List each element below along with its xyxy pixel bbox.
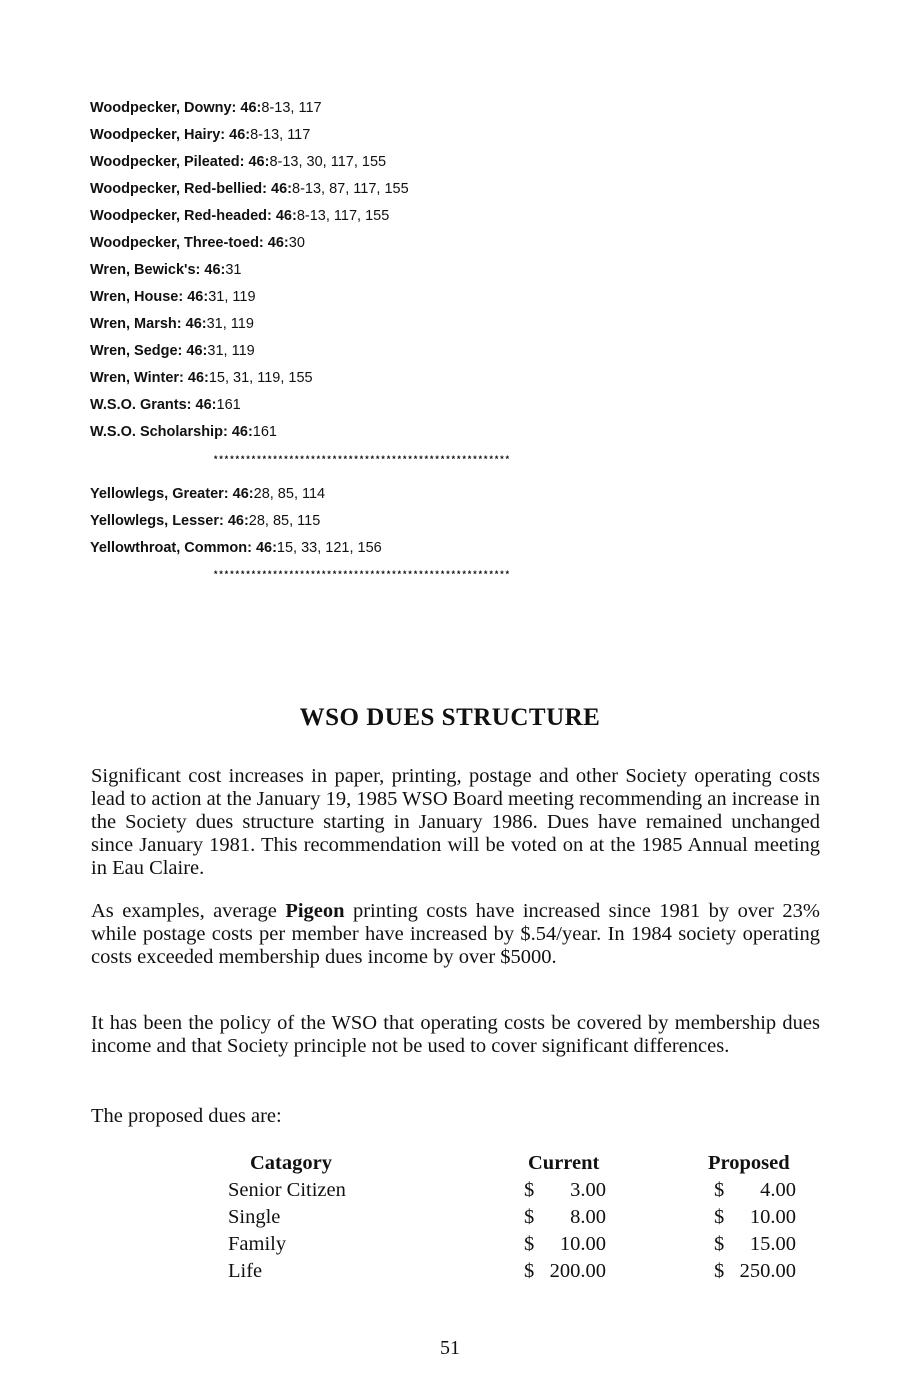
- index-entry-volume: 46:: [187, 370, 209, 386]
- index-entry-pages: 15, 31, 119, 155: [208, 370, 313, 386]
- row-category: Life: [228, 1260, 263, 1282]
- index-entry-name: Wren, Winter:: [90, 370, 184, 386]
- index-entry: [90, 481, 790, 508]
- index-entry-name: Yellowlegs, Greater:: [90, 486, 229, 502]
- currency-symbol: $: [524, 1233, 535, 1255]
- currency-symbol: $: [714, 1260, 725, 1282]
- index-entry-name: Woodpecker, Pileated:: [90, 154, 245, 170]
- index-entry-name: Woodpecker, Downy:: [90, 100, 237, 116]
- index-entry: [90, 392, 790, 419]
- index-entry-volume: 46:: [275, 208, 297, 224]
- index-entry-volume: 46:: [229, 127, 251, 143]
- index-entry-volume: 46:: [227, 513, 249, 529]
- table-row: [228, 1258, 808, 1285]
- index-entry-volume: 46:: [240, 100, 262, 116]
- index-entry-name: Wren, Marsh:: [90, 316, 182, 332]
- currency-symbol: $: [714, 1233, 725, 1255]
- index-entry-volume: 46:: [185, 316, 207, 332]
- index-entry: [90, 149, 790, 176]
- index-entry: [90, 257, 790, 284]
- amount: 8.00: [570, 1206, 606, 1228]
- index-entry-name: Woodpecker, Red-bellied:: [90, 181, 267, 197]
- index-entry: [90, 419, 790, 446]
- row-proposed: [714, 1231, 796, 1258]
- row-category: Single: [228, 1206, 281, 1228]
- index-entry-pages: 31, 119: [207, 343, 255, 359]
- amount: 15.00: [749, 1233, 796, 1255]
- page-number: 51: [440, 1337, 460, 1359]
- row-current: [524, 1204, 606, 1231]
- index-entry-pages: 31, 119: [206, 316, 254, 332]
- paragraph-text: As examples, average: [91, 900, 286, 922]
- row-category: Family: [228, 1233, 287, 1255]
- index-entry: [90, 311, 790, 338]
- index-entry-pages: 28, 85, 115: [248, 513, 321, 529]
- index-entry-name: Woodpecker, Red-headed:: [90, 208, 272, 224]
- amount: 10.00: [559, 1233, 606, 1255]
- index-entry-pages: 8-13, 117: [261, 100, 322, 116]
- index-entry-volume: 46:: [255, 540, 277, 556]
- index-entry-volume: 46:: [248, 154, 270, 170]
- article-paragraph: It has been the policy of the WSO that operating costs be covered by membership dues income and that Society principle not be used to cover significant differences.: [91, 1012, 820, 1057]
- index-entry: [90, 535, 790, 562]
- row-proposed: [714, 1177, 796, 1204]
- index-entry: [90, 508, 790, 535]
- index-entry-pages: 8-13, 117: [250, 127, 311, 143]
- publication-name: Pigeon: [285, 900, 345, 922]
- index-entry-volume: 46:: [186, 343, 208, 359]
- index-entry-volume: 46:: [187, 289, 209, 305]
- index-entry-name: Yellowlegs, Lesser:: [90, 513, 224, 529]
- row-category: Senior Citizen: [228, 1179, 346, 1201]
- index-entry-pages: 161: [216, 397, 241, 413]
- index-entry-volume: 46:: [267, 235, 289, 251]
- header-category: Catagory: [250, 1152, 332, 1174]
- currency-symbol: $: [524, 1179, 535, 1201]
- article-paragraph: [91, 900, 820, 969]
- currency-symbol: $: [714, 1179, 725, 1201]
- row-current: [524, 1231, 606, 1258]
- table-row: [228, 1231, 808, 1258]
- table-row: [228, 1177, 808, 1204]
- currency-symbol: $: [524, 1206, 535, 1228]
- table-row: [228, 1204, 808, 1231]
- index-entry-name: Wren, House:: [90, 289, 184, 305]
- index-entry-name: Wren, Sedge:: [90, 343, 183, 359]
- index-entry-name: Woodpecker, Three-toed:: [90, 235, 264, 251]
- table-header-row: [228, 1150, 808, 1177]
- index-entry: [90, 338, 790, 365]
- row-current: [524, 1177, 606, 1204]
- index-entry: [90, 284, 790, 311]
- index-entry-pages: 8-13, 87, 117, 155: [292, 181, 409, 197]
- amount: 3.00: [570, 1179, 606, 1201]
- index-entry-name: Yellowthroat, Common:: [90, 540, 252, 556]
- article-paragraph: The proposed dues are:: [91, 1105, 282, 1127]
- index-entry-pages: 15, 33, 121, 156: [276, 540, 382, 556]
- index-entry-volume: 46:: [232, 486, 254, 502]
- amount: 10.00: [749, 1206, 796, 1228]
- article-paragraph: Significant cost increases in paper, printing, postage and other Society operating costs lead to action at the January 19, 1985 WSO Board meeting recommending an increase in the Society dues structure starting in January 1986. Dues have remained unchanged since January 1981. This recommendation will be voted on at the 1985 Annual meeting in Eau Claire.: [91, 765, 820, 879]
- separator-stars: *******************************************************: [213, 455, 511, 465]
- index-entry-volume: 46:: [271, 181, 292, 197]
- currency-symbol: $: [714, 1206, 725, 1228]
- dues-table: [228, 1150, 808, 1285]
- index-entry-pages: 30: [288, 235, 305, 251]
- index-entry: [90, 122, 790, 149]
- index-list-w: [90, 95, 790, 446]
- index-entry-pages: 31: [225, 262, 242, 278]
- index-entry: [90, 365, 790, 392]
- index-entry-name: W.S.O. Grants:: [90, 397, 192, 413]
- index-entry: [90, 230, 790, 257]
- index-entry: [90, 176, 790, 203]
- amount: 250.00: [739, 1260, 796, 1282]
- header-proposed: Proposed: [708, 1152, 790, 1174]
- index-entry: [90, 95, 790, 122]
- header-current: Current: [528, 1152, 600, 1174]
- amount: 4.00: [760, 1179, 796, 1201]
- row-current: [524, 1258, 606, 1285]
- row-proposed: [714, 1258, 796, 1285]
- index-entry-pages: 8-13, 30, 117, 155: [269, 154, 387, 170]
- index-entry-pages: 161: [252, 424, 277, 440]
- article-title: WSO DUES STRUCTURE: [299, 704, 601, 731]
- index-entry-pages: 8-13, 117, 155: [296, 208, 390, 224]
- index-entry-name: Wren, Bewick's:: [90, 262, 201, 278]
- index-entry-pages: 31, 119: [208, 289, 256, 305]
- currency-symbol: $: [524, 1260, 535, 1282]
- row-proposed: [714, 1204, 796, 1231]
- index-entry-volume: 46:: [195, 397, 217, 413]
- index-entry-name: W.S.O. Scholarship:: [90, 424, 228, 440]
- amount: 200.00: [549, 1260, 606, 1282]
- index-entry-volume: 46:: [204, 262, 226, 278]
- index-entry: [90, 203, 790, 230]
- index-list-y: [90, 481, 790, 562]
- index-entry-name: Woodpecker, Hairy:: [90, 127, 226, 143]
- index-entry-volume: 46:: [231, 424, 253, 440]
- paragraph-text: printing costs have increased since 1981 by over 23% while postage costs per member have increased by $.54/year. In 1984 society operating costs exceeded membership dues income by over $5000.: [91, 900, 820, 968]
- index-entry-pages: 28, 85, 114: [253, 486, 326, 502]
- separator-stars: *******************************************************: [213, 570, 511, 580]
